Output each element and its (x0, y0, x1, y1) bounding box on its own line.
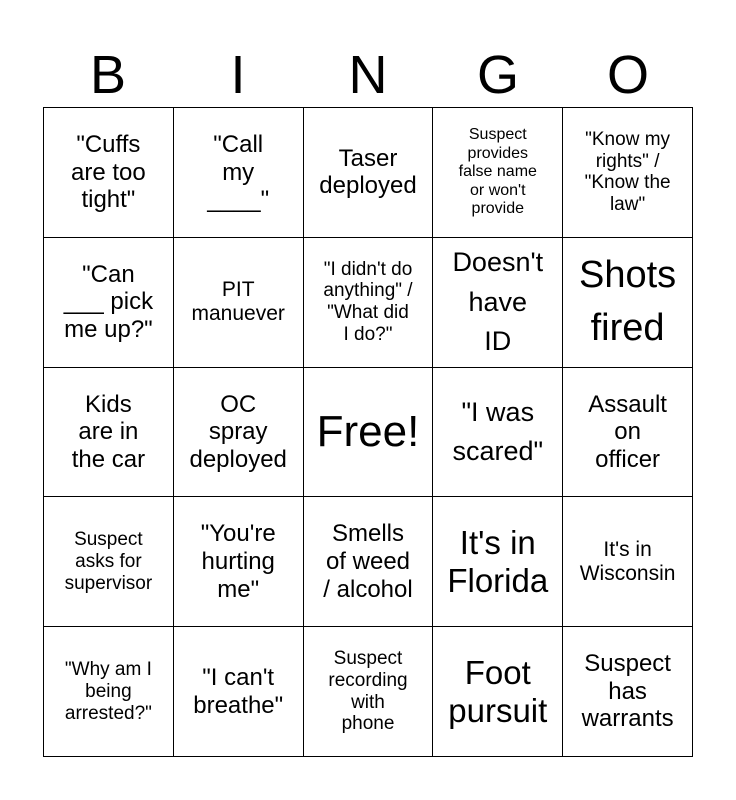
bingo-cell[interactable]: Suspect has warrants (563, 627, 693, 757)
bingo-header (43, 44, 693, 106)
bingo-cell[interactable]: PIT manuever (174, 238, 304, 368)
bingo-cell[interactable]: Shots fired (563, 238, 693, 368)
bingo-cell[interactable]: Suspect provides false name or won't provide (433, 108, 563, 238)
bingo-cell[interactable]: "I can't breathe" (174, 627, 304, 757)
header-letter-b: B (89, 45, 127, 105)
bingo-cell[interactable]: Kids are in the car (44, 368, 174, 498)
bingo-cell[interactable]: Doesn't have ID (433, 238, 563, 368)
bingo-cell[interactable]: Taser deployed (304, 108, 434, 238)
bingo-grid (43, 107, 693, 757)
bingo-cell[interactable]: Smells of weed / alcohol (304, 497, 434, 627)
bingo-cell[interactable]: OC spray deployed (174, 368, 304, 498)
bingo-cell[interactable]: "Call my ____" (174, 108, 304, 238)
bingo-cell-free[interactable]: Free! (304, 368, 434, 498)
header-letter-o: O (606, 45, 649, 105)
bingo-cell[interactable]: Suspect asks for supervisor (44, 497, 174, 627)
bingo-cell[interactable]: "Know my rights" / "Know the law" (563, 108, 693, 238)
bingo-cell[interactable]: "You're hurting me" (174, 497, 304, 627)
bingo-cell[interactable]: "Why am I being arrested?" (44, 627, 174, 757)
header-letter-g: G (476, 45, 519, 105)
bingo-cell[interactable]: "Can ___ pick me up?" (44, 238, 174, 368)
bingo-cell[interactable]: It's in Florida (433, 497, 563, 627)
header-letter-i: I (230, 45, 246, 105)
bingo-cell[interactable]: Foot pursuit (433, 627, 563, 757)
bingo-cell[interactable]: Assault on officer (563, 368, 693, 498)
bingo-cell[interactable]: "I didn't do anything" / "What did I do?" (304, 238, 434, 368)
bingo-cell[interactable]: "Cuffs are too tight" (44, 108, 174, 238)
header-letter-n: N (348, 45, 388, 105)
bingo-cell[interactable]: "I was scared" (433, 368, 563, 498)
bingo-cell[interactable]: It's in Wisconsin (563, 497, 693, 627)
bingo-cell[interactable]: Suspect recording with phone (304, 627, 434, 757)
